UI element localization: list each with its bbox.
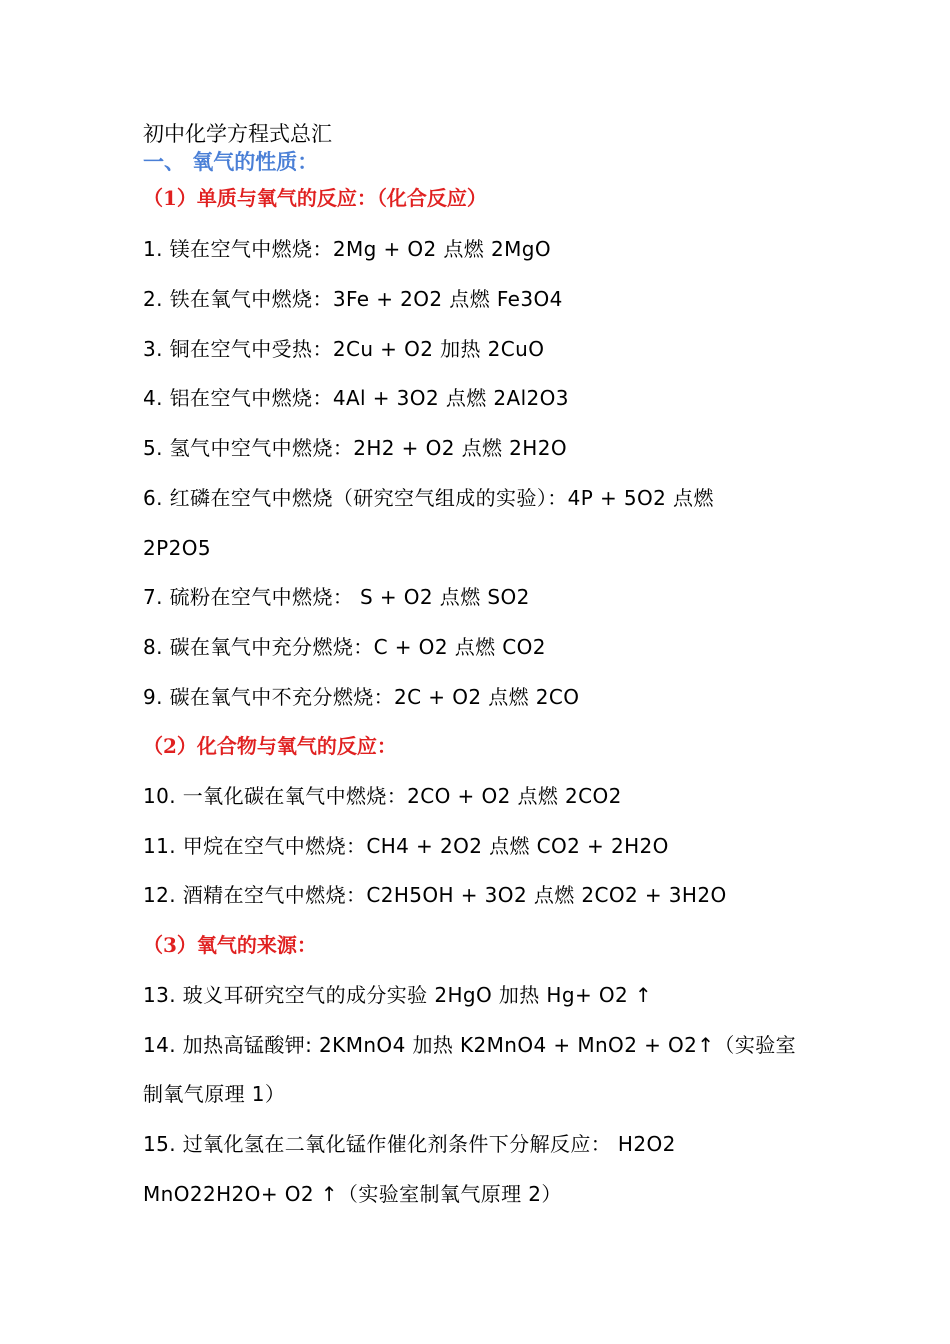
equation-line-6: 6. 红磷在空气中燃烧（研究空气组成的实验）：4P + 5O2 点燃 [143,486,714,510]
equation-line-5: 5. 氢气中空气中燃烧：2H2 + O2 点燃 2H2O [143,436,568,460]
document-title: 初中化学方程式总汇 [143,122,332,146]
equation-line-4: 4. 铝在空气中燃烧：4Al + 3O2 点燃 2Al2O3 [143,386,569,410]
section-heading-oxygen-properties: 一、 氧气的性质： [143,149,319,174]
equation-line-13: 13. 玻义耳研究空气的成分实验 2HgO 加热 Hg+ O2 ↑ [143,983,653,1007]
equation-line-15-continued: MnO22H2O+ O2 ↑（实验室制氧气原理 2） [143,1182,562,1206]
equation-line-14: 14. 加热高锰酸钾: 2KMnO4 加热 K2MnO4 + MnO2 + O2↑（实验室 [143,1033,797,1057]
equation-line-6-continued: 2P2O5 [143,536,211,560]
equation-line-7: 7. 硫粉在空气中燃烧： S + O2 点燃 SO2 [143,585,530,609]
sub-heading-element-oxygen-reaction: （1）单质与氧气的反应：（化合反应） [143,186,487,210]
equation-line-9: 9. 碳在氧气中不充分燃烧：2C + O2 点燃 2CO [143,685,580,709]
equation-line-8: 8. 碳在氧气中充分燃烧：C + O2 点燃 CO2 [143,635,546,659]
equation-line-14-continued: 制氧气原理 1） [143,1082,286,1106]
equation-line-15: 15. 过氧化氢在二氧化锰作催化剂条件下分解反应： H2O2 [143,1132,676,1156]
equation-line-10: 10. 一氧化碳在氧气中燃烧：2CO + O2 点燃 2CO2 [143,784,622,808]
equation-line-12: 12. 酒精在空气中燃烧：C2H5OH + 3O2 点燃 2CO2 + 3H2O [143,883,727,907]
equation-line-2: 2. 铁在氧气中燃烧：3Fe + 2O2 点燃 Fe3O4 [143,287,563,311]
equation-line-11: 11. 甲烷在空气中燃烧：CH4 + 2O2 点燃 CO2 + 2H2O [143,834,669,858]
equation-line-3: 3. 铜在空气中受热：2Cu + O2 加热 2CuO [143,337,545,361]
equation-line-1: 1. 镁在空气中燃烧：2Mg + O2 点燃 2MgO [143,237,551,261]
sub-heading-compound-oxygen-reaction: （2）化合物与氧气的反应： [143,734,397,758]
sub-heading-oxygen-sources: （3）氧气的来源： [143,933,317,957]
